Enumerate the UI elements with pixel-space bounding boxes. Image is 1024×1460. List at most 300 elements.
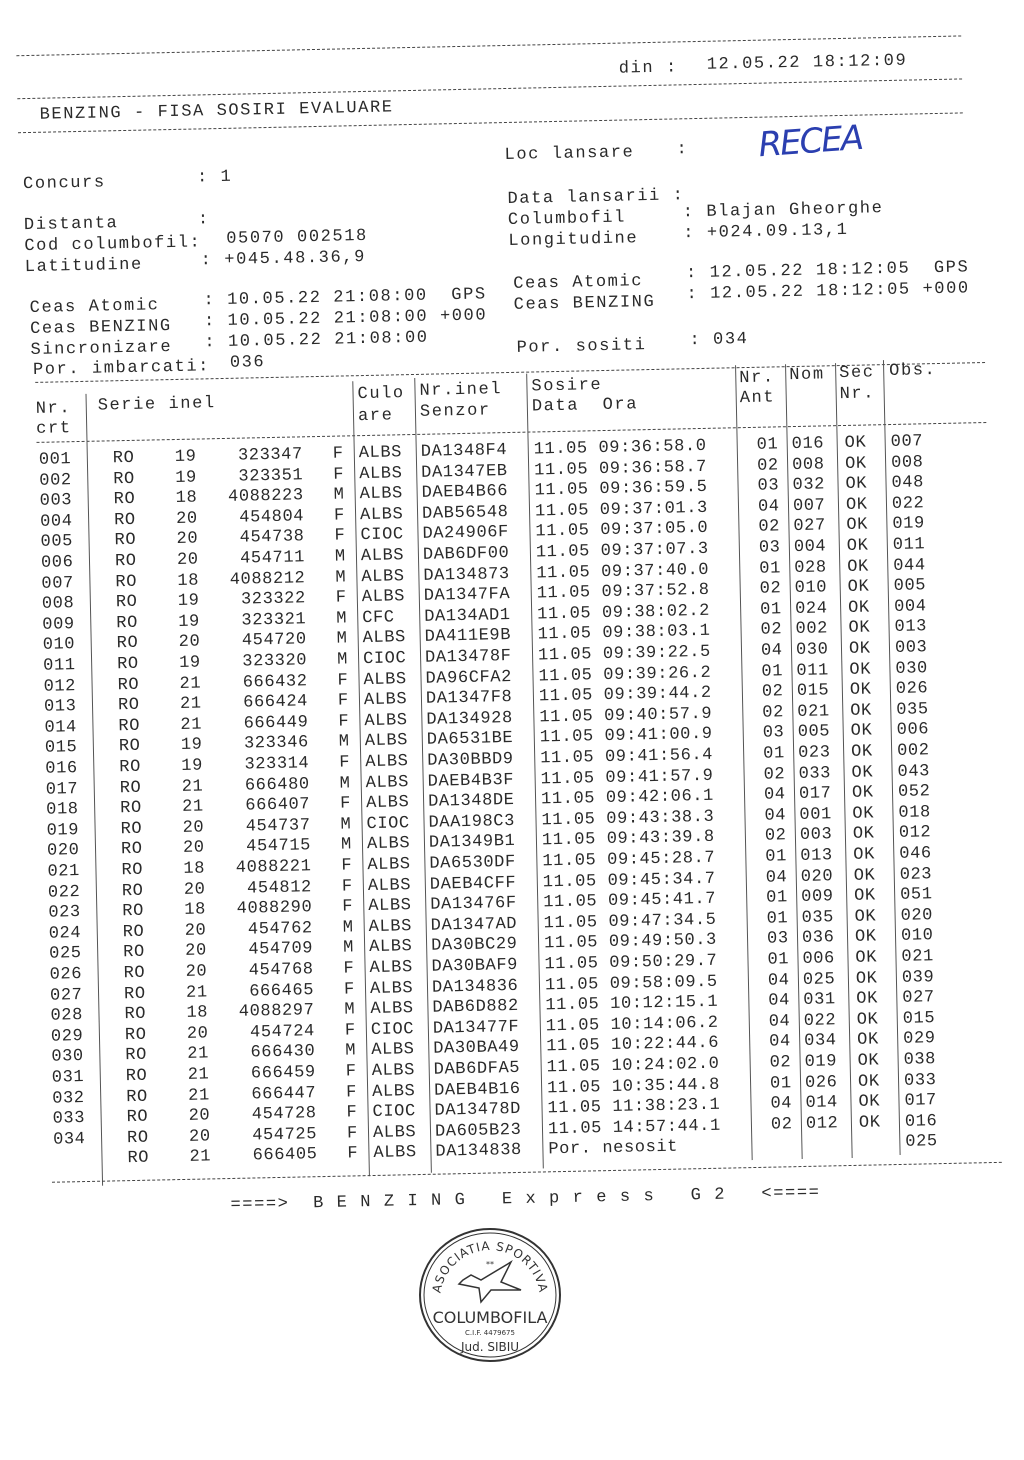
col-sec-header-2: Nr. <box>839 384 876 405</box>
sex: M <box>342 918 354 938</box>
nom: 031 <box>803 990 836 1011</box>
sex: M <box>338 732 350 753</box>
sincronizare-value: : 10.05.22 21:08:00 <box>204 328 429 353</box>
arrival-time: 11.05 10:14:06.2 <box>545 1013 719 1037</box>
ring-number: 323322 <box>240 589 307 610</box>
sensor-ring: DAEB4B66 <box>421 482 509 504</box>
nom: 034 <box>804 1031 837 1052</box>
col-culoare-header-2: are <box>357 406 394 427</box>
sensor-ring: DA1348DE <box>427 791 515 812</box>
antenna: 01 <box>759 600 782 620</box>
nom: 030 <box>795 640 829 661</box>
sec-status: OK <box>858 1113 881 1133</box>
ring-number: 454737 <box>245 816 311 837</box>
antenna: 04 <box>765 867 788 888</box>
antenna: 01 <box>756 435 779 455</box>
antenna: 02 <box>764 826 787 847</box>
row-number: 033 <box>52 1109 86 1129</box>
ring-number: 454804 <box>239 507 305 528</box>
row-number: 021 <box>47 862 81 882</box>
arrival-time: 11.05 09:37:07.3 <box>535 539 709 563</box>
obs: 011 <box>892 535 926 555</box>
sensor-ring: DA134838 <box>435 1141 523 1163</box>
ring-year: 21 <box>187 1065 210 1085</box>
row-number: 016 <box>45 759 78 779</box>
color: CFC <box>362 608 395 628</box>
sex: F <box>337 671 349 691</box>
sec-status: OK <box>853 866 876 886</box>
sensor-ring: DAB6DF00 <box>422 544 510 565</box>
antenna: 04 <box>768 1012 791 1032</box>
color: ALBS <box>359 505 404 525</box>
col-sosire-header-2: Data Ora <box>531 395 639 417</box>
country: RO <box>119 798 142 819</box>
ceas-atomic-label: Ceas Atomic <box>29 296 160 319</box>
country: RO <box>120 840 143 860</box>
sensor-ring: DAA198C3 <box>428 811 516 833</box>
sex: F <box>339 753 351 773</box>
arrival-time: 11.05 09:43:39.8 <box>541 828 715 851</box>
arrival-time: 11.05 09:37:05.0 <box>535 519 709 542</box>
nom: 011 <box>796 660 830 681</box>
handwritten-location: RECEA <box>757 117 864 166</box>
arrival-time: 11.05 09:38:02.2 <box>537 601 711 625</box>
ring-number: 454738 <box>239 527 305 549</box>
sositi-label: Por. sositi <box>516 336 647 358</box>
ring-year: 20 <box>188 1106 211 1127</box>
ring-number: 323320 <box>242 651 308 672</box>
sensor-ring: DA6531BE <box>426 729 514 751</box>
country: RO <box>118 737 141 757</box>
sec-status: OK <box>847 598 870 618</box>
antenna: 04 <box>767 970 790 991</box>
row-number: 022 <box>47 882 81 903</box>
sensor-ring: DA30BC29 <box>430 935 518 957</box>
nom: 024 <box>794 599 828 619</box>
row-number: 010 <box>42 635 76 656</box>
concurs-label: Concurs <box>22 173 106 195</box>
page-title: BENZING - FISA SOSIRI EVALUARE <box>39 98 394 125</box>
antenna: 02 <box>770 1115 793 1135</box>
antenna: 03 <box>758 538 781 558</box>
arrival-time: 11.05 09:43:38.3 <box>541 807 715 831</box>
obs: 005 <box>893 576 927 597</box>
row-number: 026 <box>49 965 83 985</box>
ring-number: 454762 <box>247 919 313 940</box>
sec-status: OK <box>848 639 871 659</box>
ring-year: 20 <box>183 880 206 900</box>
row-number: 019 <box>46 820 80 841</box>
sec-status: OK <box>856 1010 879 1030</box>
sec-status: OK <box>849 660 872 680</box>
stamp-stars: ** <box>486 1260 494 1269</box>
sex: M <box>335 568 347 588</box>
arrival-time: 11.05 09:58:09.5 <box>544 972 718 995</box>
antenna: 01 <box>766 909 789 929</box>
sensor-ring: DA1347EB <box>421 461 508 483</box>
ring-number: 454812 <box>246 877 313 899</box>
sec-status: OK <box>853 886 876 907</box>
antenna: 02 <box>763 764 786 785</box>
sec-status: OK <box>844 433 867 453</box>
country: RO <box>126 1107 149 1128</box>
ring-year: 18 <box>183 859 206 879</box>
ceas-benzing-value: : 10.05.22 21:08:00 +000 <box>203 306 488 332</box>
row-number: 020 <box>46 841 80 862</box>
sex: F <box>334 526 346 547</box>
obs: 012 <box>898 823 932 844</box>
color: ALBS <box>368 937 413 958</box>
country: RO <box>124 1025 147 1045</box>
nom: 001 <box>799 805 833 825</box>
sensor-ring: DA96CFA2 <box>425 667 513 689</box>
sensor-ring: DA411E9B <box>424 626 512 648</box>
sensor-ring: DA13477F <box>432 1017 520 1039</box>
sec-status: OK <box>847 557 870 577</box>
arrival-time: 11.05 09:45:34.7 <box>542 869 716 892</box>
sec-status: OK <box>856 989 879 1010</box>
sensor-ring: DAEB4B3F <box>427 770 515 792</box>
nom: 016 <box>791 434 825 455</box>
nom: 021 <box>797 702 830 722</box>
arrival-time: 11.05 09:37:01.3 <box>534 498 709 522</box>
sec-status <box>859 1133 895 1134</box>
sensor-ring: DA1349B1 <box>428 832 516 854</box>
arrival-time: 11.05 10:12:15.1 <box>545 992 719 1016</box>
row-number: 013 <box>43 697 77 717</box>
sensor-ring: DA1348F4 <box>420 441 508 462</box>
country: RO <box>123 943 146 963</box>
arrival-time: 11.05 09:41:56.4 <box>540 745 714 769</box>
antenna: 02 <box>760 620 783 641</box>
sex: M <box>336 629 348 650</box>
color: ALBS <box>368 916 413 937</box>
country: RO <box>115 572 138 592</box>
color: ALBS <box>368 896 412 917</box>
color: ALBS <box>367 875 412 896</box>
sex: F <box>335 588 347 608</box>
antenna: 01 <box>761 661 784 682</box>
obs: 013 <box>894 617 928 638</box>
arrival-time: 11.05 09:37:52.8 <box>536 581 710 604</box>
ring-number: 4088297 <box>238 1001 315 1022</box>
stamp-main-text: COLUMBOFILA <box>432 1308 548 1327</box>
country: RO <box>116 634 139 654</box>
antenna: 01 <box>769 1073 792 1094</box>
ring-number: 323314 <box>244 754 310 775</box>
country: RO <box>116 613 139 634</box>
ring-year: 21 <box>181 777 204 797</box>
row-number: 023 <box>48 903 81 923</box>
ring-number: 666407 <box>245 795 311 816</box>
ceas-benzing2-value: : 12.05.22 18:12:05 +000 <box>686 279 970 305</box>
row-number: 003 <box>39 491 73 512</box>
obs: 044 <box>893 555 926 576</box>
sec-status: OK <box>858 1092 881 1113</box>
country: RO <box>115 593 138 613</box>
nom: 033 <box>798 763 832 784</box>
ring-year: 20 <box>182 818 205 838</box>
col-nr-header-2: crt <box>36 419 72 439</box>
ring-year: 19 <box>178 653 201 673</box>
color: ALBS <box>373 1143 417 1164</box>
din-value: 12.05.22 18:12:09 <box>706 51 908 75</box>
row-number: 002 <box>39 470 72 491</box>
sec-status: OK <box>847 577 870 598</box>
nom: 025 <box>802 969 836 990</box>
sensor-ring: DA1347FA <box>423 585 511 607</box>
color: ALBS <box>366 834 411 855</box>
obs: 027 <box>902 988 935 1009</box>
sex: F <box>337 691 349 711</box>
nom: 010 <box>794 578 828 599</box>
antenna: 03 <box>762 723 785 744</box>
arrival-time: 11.05 09:39:22.5 <box>537 642 712 666</box>
lat-value: : +045.48.36,9 <box>200 247 367 271</box>
sex: M <box>336 609 348 629</box>
sex: F <box>345 1082 358 1103</box>
obs: 046 <box>899 844 932 864</box>
color: ALBS <box>372 1122 417 1143</box>
antenna <box>771 1136 797 1137</box>
obs: 018 <box>898 803 932 823</box>
sec-status: OK <box>849 680 872 701</box>
obs: 008 <box>890 452 924 473</box>
obs: 019 <box>892 514 926 535</box>
sec-status: OK <box>857 1071 880 1092</box>
data-lansarii-label: Data lansarii : <box>507 186 685 209</box>
country: RO <box>123 963 146 984</box>
sec-status: OK <box>854 907 877 927</box>
sec-status: OK <box>853 845 876 865</box>
obs: 006 <box>896 720 930 741</box>
nom: 005 <box>797 722 831 743</box>
ring-year: 20 <box>185 962 208 982</box>
loc-colon: : <box>676 140 689 160</box>
ring-year: 19 <box>180 735 203 756</box>
ring-year: 20 <box>176 550 199 570</box>
ring-number: 666459 <box>250 1063 316 1084</box>
arrival-time: 11.05 09:36:58.0 <box>533 436 707 460</box>
row-number: 018 <box>46 800 79 820</box>
ring-number: 454724 <box>249 1021 316 1043</box>
col-ant-header: Nr. <box>739 368 775 389</box>
ceas-atomic2-label: Ceas Atomic <box>513 272 644 294</box>
country: RO <box>112 448 135 469</box>
sensor-ring: DA1347AD <box>430 914 518 936</box>
ring-year: 20 <box>185 941 208 962</box>
antenna: 01 <box>762 744 785 764</box>
color: ALBS <box>363 690 408 711</box>
ring-number: 4088290 <box>236 898 313 919</box>
antenna: 04 <box>760 641 783 661</box>
col-nr-header: Nr. <box>35 399 72 419</box>
nom: 002 <box>795 619 829 640</box>
col-nom-header: Nom <box>789 365 825 386</box>
divider <box>17 78 962 99</box>
color: ALBS <box>371 1061 416 1082</box>
color: ALBS <box>371 1040 415 1061</box>
sec-status: OK <box>855 969 878 989</box>
country: RO <box>117 695 140 716</box>
obs: 007 <box>890 432 924 453</box>
color: ALBS <box>367 855 411 876</box>
color: ALBS <box>369 958 414 979</box>
row-number: 005 <box>40 532 74 553</box>
sex: F <box>339 794 352 814</box>
color: ALBS <box>361 566 405 587</box>
row-number: 006 <box>40 553 74 573</box>
ceas-benzing2-label: Ceas BENZING <box>513 292 656 315</box>
arrival-time: 11.05 09:40:57.9 <box>539 704 713 728</box>
sex: M <box>334 547 346 567</box>
row-number: 001 <box>38 450 72 470</box>
sex: M <box>340 815 352 835</box>
antenna: 01 <box>767 950 790 970</box>
sex: F <box>347 1144 359 1164</box>
sec-status: OK <box>844 454 867 474</box>
obs: 043 <box>897 761 931 782</box>
col-sosire-header: Sosire <box>531 376 603 397</box>
nom: 012 <box>805 1114 839 1134</box>
nom: 020 <box>800 866 834 887</box>
country: RO <box>114 551 137 572</box>
ring-year: 20 <box>178 632 201 653</box>
nom: 003 <box>799 825 833 846</box>
ring-number: 454725 <box>252 1124 318 1146</box>
obs: 038 <box>903 1050 937 1070</box>
sensor-ring: DA30BAF9 <box>431 955 519 977</box>
obs: 022 <box>891 494 925 514</box>
sex: F <box>332 444 344 464</box>
sex: M <box>345 1041 357 1061</box>
col-ant-header-2: Ant <box>739 388 776 409</box>
sensor-ring: DA134AD1 <box>424 605 511 627</box>
arrival-time: 11.05 09:41:00.9 <box>539 725 713 748</box>
color: ALBS <box>359 463 403 484</box>
arrival-time: 11.05 09:50:29.7 <box>544 951 718 975</box>
footer-banner: ====> B E N Z I N G E x p r e s s G 2 <==== <box>230 1183 821 1216</box>
sensor-ring: DA1347F8 <box>425 688 513 709</box>
arrival-time: 11.05 09:41:57.9 <box>540 766 714 790</box>
ring-year: 21 <box>187 1044 210 1065</box>
row-number: 015 <box>44 738 78 759</box>
ring-year: 19 <box>181 756 204 776</box>
ceas-atomic-value: : 10.05.22 21:08:00 GPS <box>203 285 487 311</box>
color: ALBS <box>364 731 409 752</box>
antenna: 04 <box>770 1094 793 1114</box>
sec-status: OK <box>846 515 869 536</box>
association-stamp <box>415 1225 565 1365</box>
obs: 004 <box>893 597 927 617</box>
sec-status: OK <box>848 618 871 639</box>
country: RO <box>119 778 142 798</box>
ring-year: 20 <box>182 838 205 859</box>
arrival-time: 11.05 14:57:44.1 <box>547 1116 721 1140</box>
ring-number: 666480 <box>244 774 310 796</box>
nom: 015 <box>796 681 830 702</box>
row-number: 007 <box>41 573 75 594</box>
country: RO <box>122 901 145 922</box>
antenna: 03 <box>766 929 789 950</box>
nom: 026 <box>804 1072 838 1093</box>
row-number: 012 <box>43 676 77 697</box>
ring-number: 666447 <box>251 1083 317 1105</box>
arrival-time: 11.05 09:42:06.1 <box>540 786 715 810</box>
sex: M <box>340 835 353 856</box>
ring-number: 666405 <box>252 1145 318 1166</box>
obs: 026 <box>895 679 929 700</box>
ceas-benzing-label: Ceas BENZING <box>29 317 172 340</box>
sex: F <box>333 465 345 485</box>
sec-status: OK <box>845 495 868 515</box>
country: RO <box>119 757 142 778</box>
color: ALBS <box>362 628 407 649</box>
sec-status: OK <box>854 927 877 948</box>
nom: 013 <box>800 846 833 866</box>
sex: F <box>343 959 355 979</box>
sex: M <box>336 650 349 670</box>
country: RO <box>121 860 144 881</box>
ring-year: 21 <box>181 797 204 818</box>
arrival-time: 11.05 09:38:03.1 <box>537 622 711 645</box>
antenna: 02 <box>756 455 779 476</box>
obs: 051 <box>899 885 933 906</box>
columbofil-label: Columbofil <box>507 208 627 230</box>
obs: 030 <box>895 658 929 679</box>
color: ALBS <box>365 752 409 773</box>
ring-year: 20 <box>175 509 198 529</box>
color: CIOC <box>360 525 404 546</box>
row-number: 017 <box>45 779 79 800</box>
sec-status: OK <box>850 742 873 762</box>
sensor-ring: DA6530DF <box>429 852 517 874</box>
ring-number: 666465 <box>249 980 315 1002</box>
distanta-value: : <box>197 210 210 230</box>
concurs-value: : 1 <box>196 167 233 188</box>
color: ALBS <box>364 710 408 731</box>
sec-status: OK <box>852 824 875 845</box>
color: ALBS <box>370 999 414 1020</box>
imbarcati-value: 036 <box>229 353 266 373</box>
ring-number: 666432 <box>242 671 308 693</box>
country: RO <box>114 531 137 551</box>
color: ALBS <box>365 793 410 814</box>
cod-value: 05070 002518 <box>226 226 369 249</box>
nom: 023 <box>797 743 831 764</box>
arrival-time: 11.05 09:39:26.2 <box>538 663 712 687</box>
row-number: 031 <box>51 1068 85 1088</box>
ring-number: 4088212 <box>229 568 306 590</box>
sex: M <box>339 773 351 794</box>
sex: F <box>338 712 350 732</box>
ring-year: 19 <box>178 612 201 632</box>
color: ALBS <box>361 587 406 608</box>
row-number: 011 <box>42 656 76 676</box>
sec-status: OK <box>851 783 874 804</box>
color: CIOC <box>366 813 410 834</box>
ring-number: 4088223 <box>227 486 304 508</box>
ring-year: 21 <box>189 1147 212 1168</box>
arrival-time: 11.05 09:49:50.3 <box>543 931 718 954</box>
nom: 032 <box>792 475 826 496</box>
ring-number: 454711 <box>239 548 306 569</box>
ring-year: 20 <box>184 921 207 941</box>
country: RO <box>123 984 146 1004</box>
obs: 003 <box>894 638 928 658</box>
nom: 004 <box>793 537 827 558</box>
ring-number: 666424 <box>242 692 309 713</box>
